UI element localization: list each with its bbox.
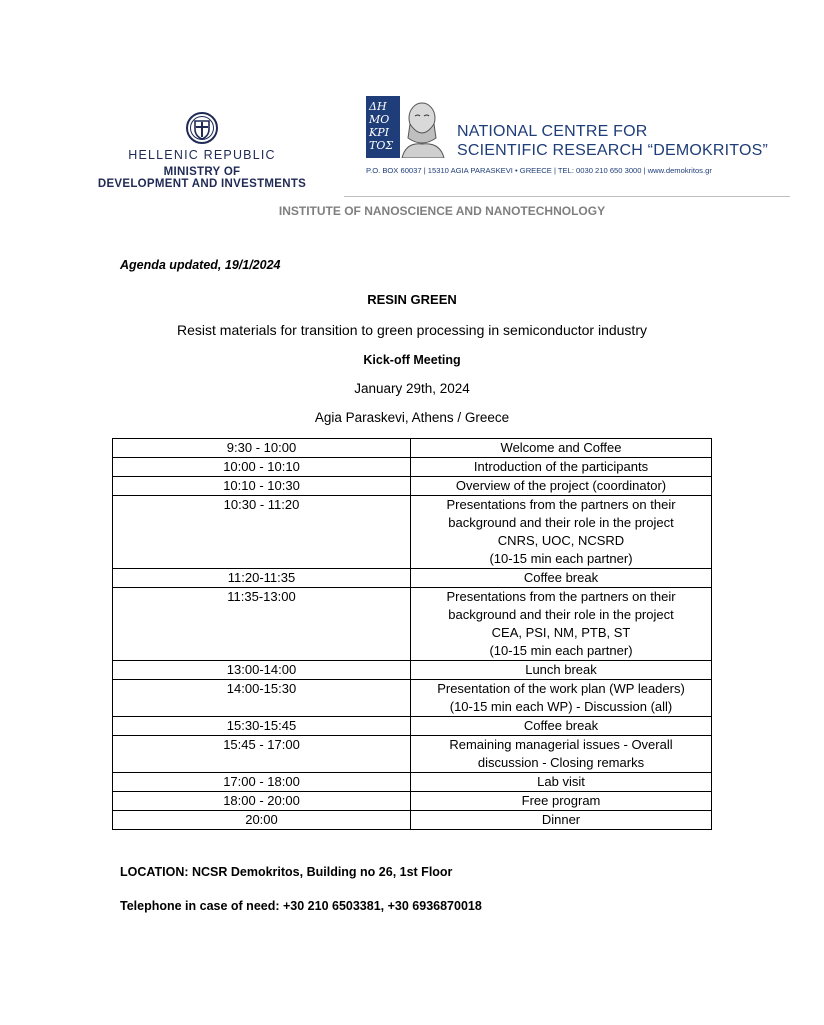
table-row xyxy=(113,792,712,811)
ministry-line-1: MINISTRY OF xyxy=(163,166,241,178)
table-row xyxy=(113,496,712,569)
schedule-activity-line: Presentation of the work plan (WP leaders) xyxy=(437,681,685,696)
logo-text-4: ΤΟΣ xyxy=(369,139,394,152)
project-title: RESIN GREEN xyxy=(367,292,457,307)
schedule-activity xyxy=(411,569,712,588)
schedule-time: 15:45 - 17:00 xyxy=(113,736,411,773)
schedule-body xyxy=(113,439,712,830)
hellenic-republic-label: HELLENIC REPUBLIC xyxy=(128,148,276,162)
schedule-activity-line: Introduction of the participants xyxy=(473,459,649,474)
schedule-activity xyxy=(411,811,712,830)
schedule-time: 10:10 - 10:30 xyxy=(113,477,411,496)
schedule-activity-line: CNRS, UOC, NCSRD xyxy=(497,533,625,548)
table-row xyxy=(113,717,712,736)
schedule-activity-line: background and their role in the project xyxy=(448,515,674,530)
schedule-activity-line: (10-15 min each partner) xyxy=(489,551,633,566)
table-row xyxy=(113,588,712,661)
schedule-activity xyxy=(411,477,712,496)
schedule-activity-line: (10-15 min each partner) xyxy=(489,643,633,658)
logo-text-2: ΜΟ xyxy=(369,113,390,126)
schedule-activity-line: Coffee break xyxy=(523,570,599,585)
schedule-activity xyxy=(411,717,712,736)
schedule-activity xyxy=(411,458,712,477)
schedule-time: 11:35-13:00 xyxy=(113,588,411,661)
schedule-time: 9:30 - 10:00 xyxy=(113,439,411,458)
schedule-activity-line: discussion - Closing remarks xyxy=(477,755,645,770)
schedule-activity-line: Dinner xyxy=(541,812,581,827)
table-row xyxy=(113,773,712,792)
schedule-activity-line: Presentations from the partners on their xyxy=(446,497,676,512)
schedule-activity xyxy=(411,439,712,458)
centre-name xyxy=(457,122,768,160)
schedule-time: 20:00 xyxy=(113,811,411,830)
schedule-activity-line: Coffee break xyxy=(523,718,599,733)
demokritos-logo-icon xyxy=(366,96,446,158)
agenda-updated-note: Agenda updated, 19/1/2024 xyxy=(120,258,281,272)
table-row xyxy=(113,569,712,588)
centre-name-line-1: NATIONAL CENTRE FOR xyxy=(457,123,648,140)
schedule-activity xyxy=(411,661,712,680)
schedule-time: 10:00 - 10:10 xyxy=(113,458,411,477)
logo-text-3: ΚΡΙ xyxy=(369,126,389,139)
schedule-activity-line: Free program xyxy=(521,793,601,808)
table-row xyxy=(113,439,712,458)
schedule-activity-line: Presentations from the partners on their xyxy=(446,589,676,604)
schedule-activity-line: CEA, PSI, NM, PTB, ST xyxy=(491,625,631,640)
centre-address: P.O. BOX 60037 | 15310 AGIA PARASKEVI • GREECE | TEL: 0030 210 650 3000 | www.demokritos.gr xyxy=(366,166,712,175)
meeting-place: Agia Paraskevi, Athens / Greece xyxy=(314,410,510,425)
schedule-activity-line: Overview of the project (coordinator) xyxy=(455,478,667,493)
schedule-time: 13:00-14:00 xyxy=(113,661,411,680)
location-note: LOCATION: NCSR Demokritos, Building no 26, 1st Floor xyxy=(120,865,453,879)
schedule-activity-line: Lab visit xyxy=(537,774,585,789)
schedule-activity xyxy=(411,773,712,792)
schedule-time: 14:00-15:30 xyxy=(113,680,411,717)
logo-text-1: ΔΗ xyxy=(369,100,387,113)
greek-emblem-icon xyxy=(185,110,219,146)
schedule-activity-line: (10-15 min each WP) - Discussion (all) xyxy=(449,699,673,714)
header-divider xyxy=(344,196,790,197)
schedule-activity-line: Lunch break xyxy=(525,662,597,677)
project-subtitle: Resist materials for transition to green processing in semiconductor industry xyxy=(177,322,647,338)
schedule-activity xyxy=(411,792,712,811)
schedule-time: 15:30-15:45 xyxy=(113,717,411,736)
schedule-time: 17:00 - 18:00 xyxy=(113,773,411,792)
table-row xyxy=(113,477,712,496)
table-row xyxy=(113,661,712,680)
ministry-logo-block xyxy=(76,110,328,191)
schedule-table xyxy=(112,438,712,830)
schedule-time: 10:30 - 11:20 xyxy=(113,496,411,569)
schedule-activity xyxy=(411,588,712,661)
meeting-date: January 29th, 2024 xyxy=(354,381,470,396)
phone-note: Telephone in case of need: +30 210 6503381, +30 6936870018 xyxy=(120,899,482,913)
schedule-time: 18:00 - 20:00 xyxy=(113,792,411,811)
schedule-activity-line: background and their role in the project xyxy=(448,607,674,622)
schedule-activity-line: Remaining managerial issues - Overall xyxy=(449,737,673,752)
table-row xyxy=(113,680,712,717)
schedule-time: 11:20-11:35 xyxy=(113,569,411,588)
centre-name-line-2: SCIENTIFIC RESEARCH “DEMOKRITOS” xyxy=(457,142,769,159)
institute-name: INSTITUTE OF NANOSCIENCE AND NANOTECHNOLOGY xyxy=(278,204,606,218)
schedule-activity xyxy=(411,736,712,773)
table-row xyxy=(113,811,712,830)
meeting-name: Kick-off Meeting xyxy=(363,353,461,367)
schedule-activity xyxy=(411,496,712,569)
schedule-activity xyxy=(411,680,712,717)
schedule-activity-line: Welcome and Coffee xyxy=(500,440,622,455)
table-row xyxy=(113,736,712,773)
table-row xyxy=(113,458,712,477)
ministry-line-2: DEVELOPMENT AND INVESTMENTS xyxy=(97,178,307,190)
